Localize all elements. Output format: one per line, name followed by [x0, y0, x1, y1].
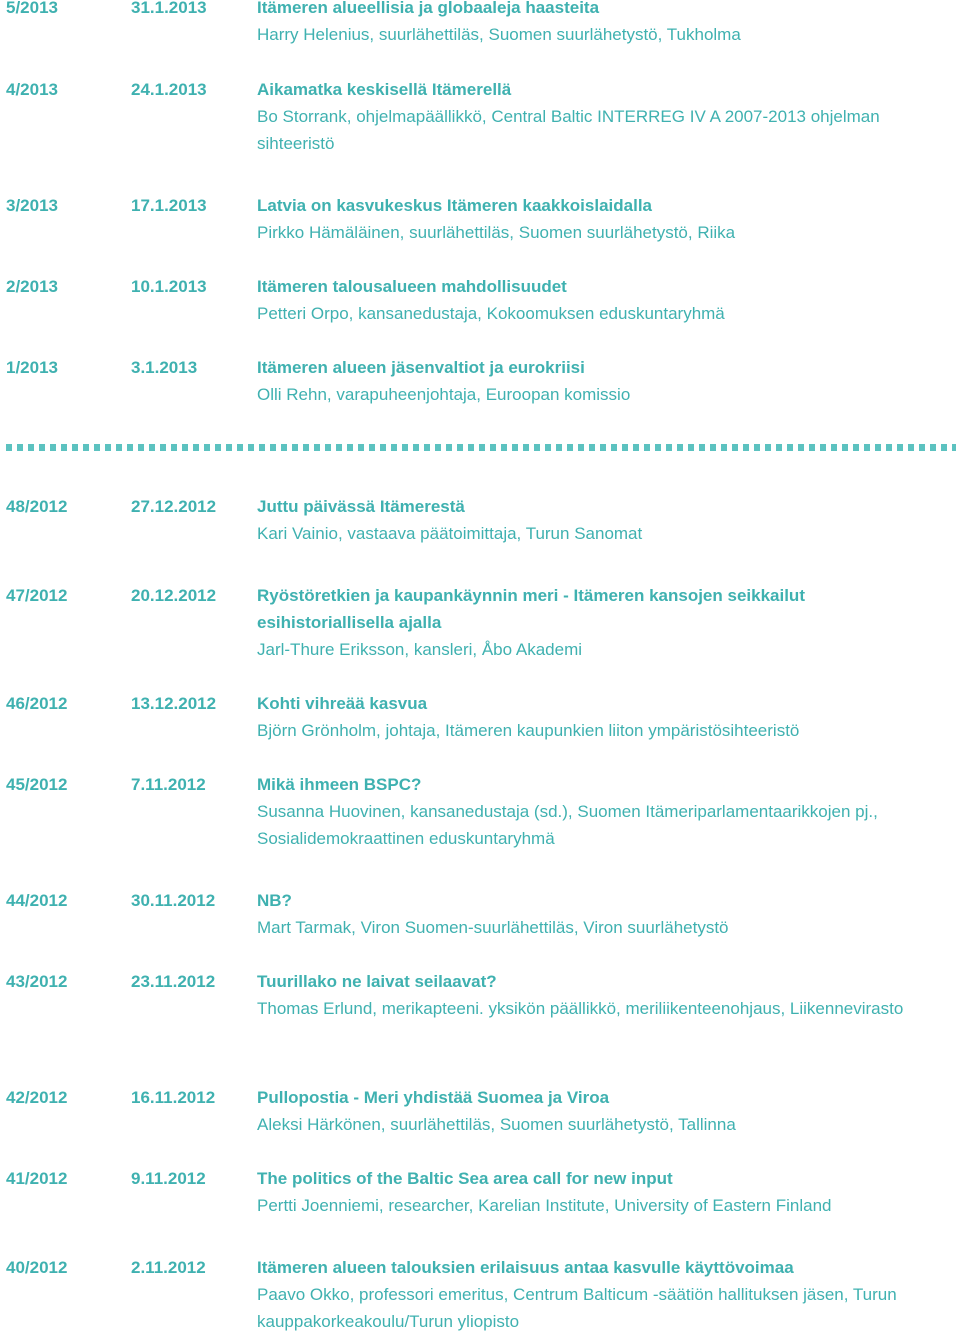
- entry-date: 2.11.2012: [131, 1258, 206, 1277]
- entry-title: Latvia on kasvukeskus Itämeren kaakkoislaidalla: [257, 196, 652, 215]
- entry-title: Pullopostia - Meri yhdistää Suomea ja Viroa: [257, 1088, 610, 1107]
- entry-title: Ryöstöretkien ja kaupankäynnin meri - Itämeren kansojen seikkailut esihistoriallisella ajalla: [257, 586, 805, 632]
- entry-number: 45/2012: [6, 775, 68, 794]
- entry-author: Kari Vainio, vastaava päätoimittaja, Turun Sanomat: [257, 524, 643, 543]
- entry-author: Björn Grönholm, johtaja, Itämeren kaupunkien liiton ympäristösihteeristö: [257, 721, 800, 740]
- entry-author: Aleksi Härkönen, suurlähettiläs, Suomen suurlähetystö, Tallinna: [257, 1115, 736, 1134]
- entry-date: 16.11.2012: [131, 1088, 216, 1107]
- entry-date: 23.11.2012: [131, 972, 216, 991]
- entry-title: Itämeren alueellisia ja globaaleja haasteita: [257, 0, 600, 17]
- entry-title: Itämeren alueen jäsenvaltiot ja eurokriisi: [257, 358, 585, 377]
- entry-title: Kohti vihreää kasvua: [257, 694, 428, 713]
- entry-author: Petteri Orpo, kansanedustaja, Kokoomuksen eduskuntaryhmä: [257, 304, 725, 323]
- entry-title: NB?: [257, 891, 292, 910]
- entry-number: 48/2012: [6, 497, 68, 516]
- entry-author: Paavo Okko, professori emeritus, Centrum Balticum -säätiön hallituksen jäsen, Turun kauppakorkeakoulu/Turun yliopisto: [257, 1285, 897, 1331]
- entry-author: Thomas Erlund, merikapteeni. yksikön päällikkö, meriliikenteenohjaus, Liikennevirasto: [257, 999, 904, 1018]
- entry-number: 47/2012: [6, 586, 68, 605]
- entry-date: 13.12.2012: [131, 694, 217, 713]
- entry-title: Mikä ihmeen BSPC?: [257, 775, 422, 794]
- entry-author: Harry Helenius, suurlähettiläs, Suomen suurlähetystö, Tukholma: [257, 25, 741, 44]
- entry-author: Olli Rehn, varapuheenjohtaja, Euroopan komissio: [257, 385, 631, 404]
- entry-title: Itämeren talousalueen mahdollisuudet: [257, 277, 567, 296]
- entry-author: Pirkko Hämäläinen, suurlähettiläs, Suomen suurlähetystö, Riika: [257, 223, 736, 242]
- entry-date: 30.11.2012: [131, 891, 216, 910]
- entry-date: 31.1.2013: [131, 0, 207, 17]
- entry-author: Susanna Huovinen, kansanedustaja (sd.), Suomen Itämeriparlamentaarikkojen pj., Sosialidemokraattinen eduskuntaryhmä: [257, 802, 878, 848]
- entry-author: Mart Tarmak, Viron Suomen-suurlähettiläs, Viron suurlähetystö: [257, 918, 729, 937]
- entry-title: The politics of the Baltic Sea area call for new input: [257, 1169, 673, 1188]
- entry-title: Aikamatka keskisellä Itämerellä: [257, 80, 512, 99]
- entry-number: 40/2012: [6, 1258, 68, 1277]
- entry-number: 2/2013: [6, 277, 58, 296]
- entry-number: 5/2013: [6, 0, 58, 17]
- entry-number: 43/2012: [6, 972, 68, 991]
- entry-date: 20.12.2012: [131, 586, 217, 605]
- entry-number: 1/2013: [6, 358, 58, 377]
- entry-date: 3.1.2013: [131, 358, 198, 377]
- entry-date: 24.1.2013: [131, 80, 207, 99]
- entry-date: 9.11.2012: [131, 1169, 206, 1188]
- dotted-divider: [6, 444, 956, 451]
- entry-author: Bo Storrank, ohjelmapäällikkö, Central Baltic INTERREG IV A 2007-2013 ohjelman sihteeristö: [257, 107, 880, 153]
- entry-number: 42/2012: [6, 1088, 68, 1107]
- entry-date: 27.12.2012: [131, 497, 217, 516]
- entry-number: 46/2012: [6, 694, 68, 713]
- entry-number: 44/2012: [6, 891, 68, 910]
- entry-number: 41/2012: [6, 1169, 68, 1188]
- entry-title: Juttu päivässä Itämerestä: [257, 497, 465, 516]
- entry-author: Pertti Joenniemi, researcher, Karelian Institute, University of Eastern Finland: [257, 1196, 832, 1215]
- entry-date: 17.1.2013: [131, 196, 207, 215]
- entry-title: Tuurillako ne laivat seilaavat?: [257, 972, 497, 991]
- entry-title: Itämeren alueen talouksien erilaisuus antaa kasvulle käyttövoimaa: [257, 1258, 794, 1277]
- entry-number: 4/2013: [6, 80, 58, 99]
- entry-author: Jarl-Thure Eriksson, kansleri, Åbo Akademi: [257, 640, 583, 659]
- entry-number: 3/2013: [6, 196, 58, 215]
- entry-date: 7.11.2012: [131, 775, 206, 794]
- entry-date: 10.1.2013: [131, 277, 207, 296]
